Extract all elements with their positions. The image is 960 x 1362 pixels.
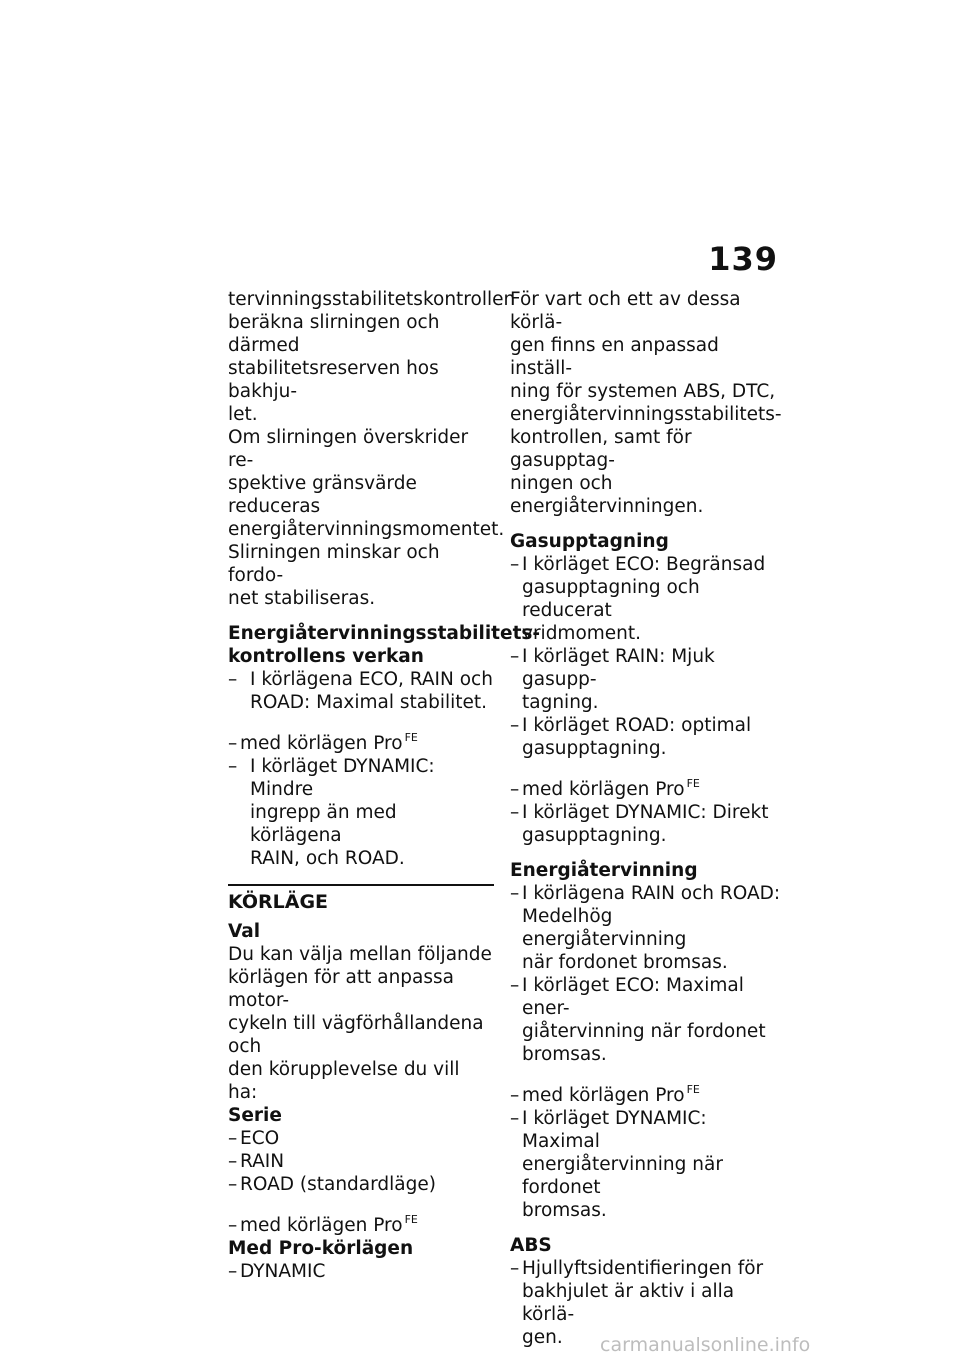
subheading-stability-effect: Energiåtervinningsstabilitets- kontrollens verkan	[228, 623, 541, 667]
right-column	[510, 288, 782, 1349]
subheading-val: Val	[228, 921, 261, 942]
intro-paragraph: tervinningsstabilitetskontrollen beräkna slirningen och därmed stabilitetsreserven hos bakhju- let.	[228, 289, 516, 425]
list-item: – DYNAMIC	[228, 1260, 494, 1283]
list-item: – I körläget ROAD: optimal gasupptagning.	[510, 714, 782, 760]
list-item: – I körlägena ECO, RAIN och ROAD: Maximal stabilitet.	[228, 668, 494, 714]
page-number: 139	[708, 240, 778, 278]
pro-modes-label: – med körlägen Pro $^{FE}$	[510, 772, 782, 801]
list-item: – I körläget ECO: Begränsad gasupptagning och reducerat vridmoment.	[510, 553, 782, 645]
watermark-text: carmanualsonline.info	[600, 1334, 811, 1356]
list-item: – I körläget ECO: Maximal ener- giåtervinning när fordonet bromsas.	[510, 974, 782, 1066]
pro-modes-label: – med körlägen Pro $^{FE}$	[510, 1078, 782, 1107]
list-item: – I körläget DYNAMIC: Mindre ingrepp än med körlägena RAIN, och ROAD.	[228, 755, 494, 870]
subheading-pro-modes: Med Pro-körlägen	[228, 1238, 414, 1259]
list-item: – I körlägena RAIN och ROAD: Medelhög energiåtervinning när fordonet bromsas.	[510, 882, 782, 974]
section-heading-korlage: KÖRLÄGE	[228, 884, 494, 914]
subheading-serie: Serie	[228, 1105, 282, 1126]
pro-modes-label: – med körlägen Pro $^{FE}$	[228, 1208, 494, 1237]
val-paragraph: Du kan välja mellan följande körlägen för att anpassa motor- cykeln till vägförhållandena och den körupplevelse du vill ha:	[228, 944, 492, 1103]
subheading-gasupptagning: Gasupptagning	[510, 531, 669, 552]
list-item: – RAIN	[228, 1150, 494, 1173]
subheading-abs: ABS	[510, 1235, 552, 1256]
list-item: – ROAD (standardläge)	[228, 1173, 494, 1196]
slip-paragraph: Om slirningen överskrider re- spektive gränsvärde reduceras energiåtervinningsmomentet. Slirningen minskar och fordo- net stabiliseras.	[228, 427, 505, 609]
list-item: – I körläget DYNAMIC: Direkt gasupptagning.	[510, 801, 782, 847]
subheading-energiatervinning: Energiåtervinning	[510, 860, 698, 881]
list-item: – Hjullyftsidentifieringen för bakhjulet är aktiv i alla körlä- gen.	[510, 1257, 782, 1349]
list-item: – I körläget DYNAMIC: Maximal energiåtervinning när fordonet bromsas.	[510, 1107, 782, 1222]
pro-modes-label: – med körlägen Pro $^{FE}$	[228, 726, 494, 755]
list-item: – I körläget RAIN: Mjuk gasupp- tagning.	[510, 645, 782, 714]
intro-paragraph: För vart och ett av dessa körlä- gen finns en anpassad inställ- ning för systemen ABS, DTC, energiåtervinningsstabilitets- kontrollen, samt för gasupptag- ningen och energiåtervinningen.	[510, 289, 782, 517]
list-item: – ECO	[228, 1127, 494, 1150]
